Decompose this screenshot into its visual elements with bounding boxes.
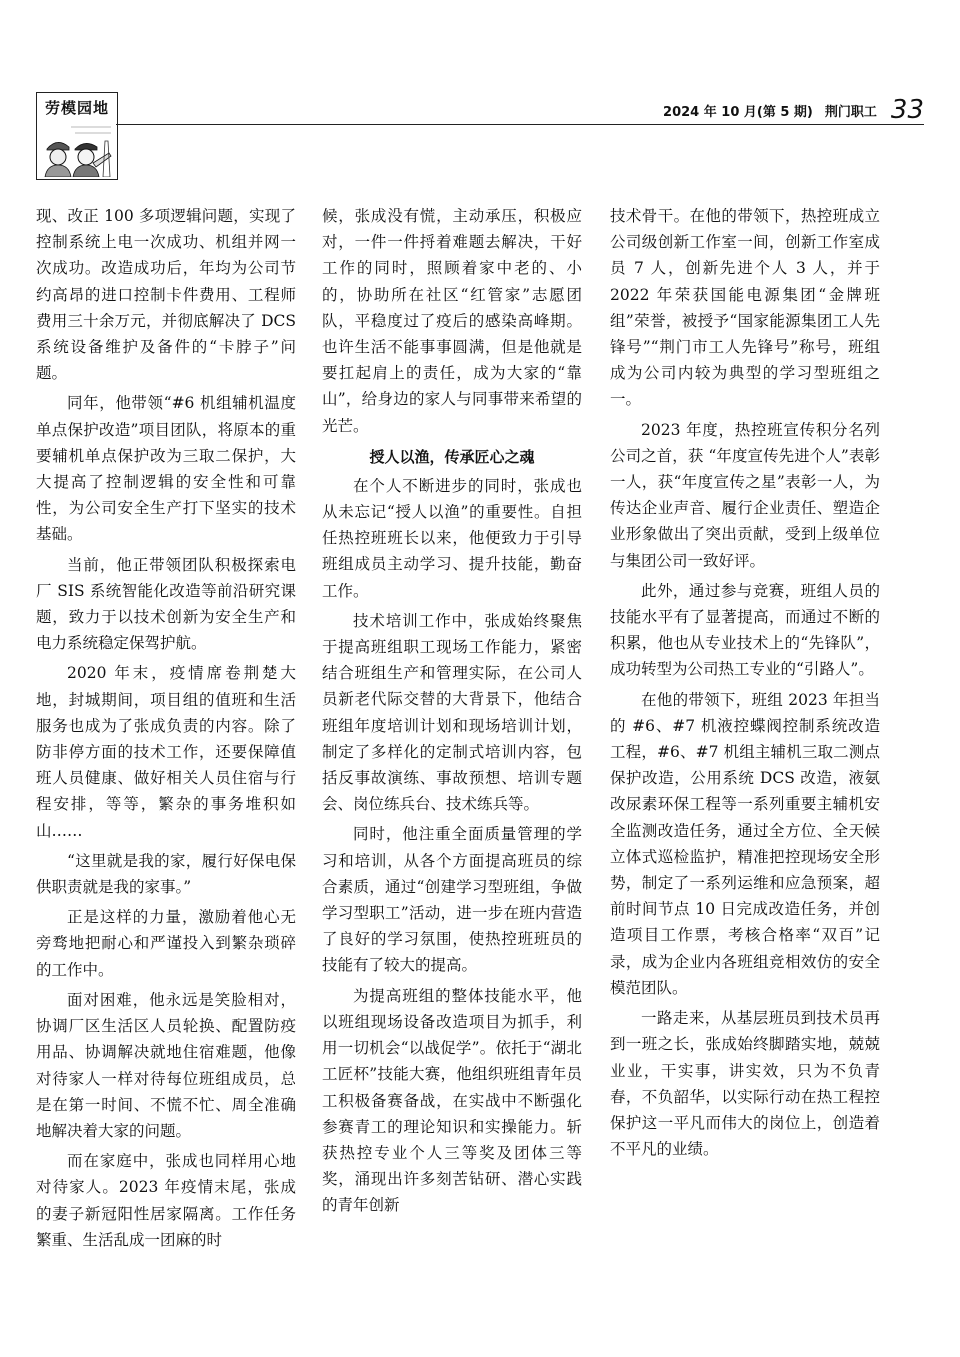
header-rule	[116, 124, 924, 125]
text-column-3	[610, 203, 880, 1166]
paragraph: 当前，他正带领团队积极探索电厂 SIS 系统智能化改造等前沿研究课题，致力于以技术创新为安全生产和电力系统稳定保驾护航。	[36, 555, 296, 653]
paragraph: 面对困难，他永远是笑脸相对，协调厂区生活区人员轮换、配置防疫用品、协调解决就地住宿难题，他像对待家人一样对待每位班组成员，总是在第一时间、不慌不忙、周全准确地解决着大家的问题。	[36, 990, 296, 1140]
paragraph: 同年，他带领“#6 机组辅机温度单点保护改造”项目团队，将原本的重要辅机单点保护改为三取二保护，大大提高了控制逻辑的安全性和可靠性，为公司安全生产打下坚实的技术基础。	[36, 394, 296, 544]
article-body	[36, 203, 924, 1283]
paragraph: 技术培训工作中，张成始终聚焦于提高班组职工现场工作能力，紧密结合班组生产和管理实际，在公司人员新老代际交替的大背景下，他结合班组年度培训计划和现场培训计划，制定了多样化的定制式培训内容，包括反事故演练、事故预想、培训专题会、岗位练兵台、技术练兵等。	[322, 611, 582, 814]
text-column-1	[36, 203, 296, 1257]
paragraph: 在他的带领下，班组 2023 年担当的 #6、#7 机液控蝶阀控制系统改造工程，#6、#7 机组主辅机三取二测点保护改造，公用系统 DCS 改造，液氨改尿素环保工程等一系列重要主辅机安全监测改造任务，通过全方位、全天候立体式巡检监护，精准把控现场安全形势，制定了一系列运维和应急预案，超前时间节点 10 日完成改造任务，并创造项目工作票，考核合格率“双百”记录，成为企业内各班组竞相效仿的安全模范团队。	[610, 690, 880, 997]
paragraph: 一路走来，从基层班员到技术员再到一班之长，张成始终脚踏实地，兢兢业业，干实事，讲实效，只为不负青春，不负韶华，以实际行动在热工程控保护这一平凡而伟大的岗位上，创造着不平凡的业绩。	[610, 1009, 880, 1159]
text-column-2	[322, 203, 582, 1223]
issue-date: 2024 年 10 月(第 5 期)	[663, 105, 813, 120]
paragraph: 现、改正 100 多项逻辑问题，实现了控制系统上电一次成功、机组并网一次成功。改造成功后，年均为公司节约高昂的进口控制卡件费用、工程师费用三十余万元，并彻底解决了 DCS 系统设备维护及备件的“卡脖子”问题。	[36, 207, 296, 383]
paragraph: 2020 年末，疫情席卷荆楚大地，封城期间，项目组的值班和生活服务也成为了张成负责的内容。除了防非停方面的技术工作，还要保障值班人员健康、做好相关人员住宿与行程安排，等等，繁杂的事务堆积如山……	[36, 664, 296, 840]
paragraph: “这里就是我的家，履行好保电保供职责就是我的家事。”	[36, 851, 296, 897]
header-info	[663, 94, 924, 124]
paragraph: 为提高班组的整体技能水平，他以班组现场设备改造项目为抓手，利用一切机会“以战促学”。依托于“湖北工匠杯”技能大赛，他组织班组青年员工积极备赛备战，在实战中不断强化参赛青工的理论知识和实操能力。斩获热控专业个人三等奖及团体三等奖，涌现出许多刻苦钻研、潜心实践的青年创新	[322, 986, 582, 1215]
paragraph: 正是这样的力量，激励着他心无旁骛地把耐心和严谨投入到繁杂琐碎的工作中。	[36, 908, 296, 979]
journal-name: 荆门职工	[824, 105, 877, 120]
paragraph: 而在家庭中，张成也同样用心地对待家人。2023 年疫情末尾，张成的妻子新冠阳性居家隔离。工作任务繁重、生活乱成一团麻的时	[36, 1152, 296, 1249]
page-header	[36, 92, 924, 182]
paragraph: 在个人不断进步的同时，张成也从未忘记“授人以渔”的重要性。自担任热控班班长以来，他便致力于引导班组成员主动学习、提升技能，勤奋工作。	[322, 476, 582, 600]
paragraph: 候，张成没有慌，主动承压，积极应对，一件一件捋着难题去解决，干好工作的同时，照顾着家中老的、小的，协助所在社区“红管家”志愿团队，平稳度过了疫后的感染高峰期。也许生活不能事事圆满，但是他就是要扛起肩上的责任，成为大家的“靠山”，给身边的家人与同事带来希望的光芒。	[322, 207, 582, 435]
column-tag	[36, 92, 118, 180]
page-number: 33	[890, 95, 924, 125]
section-heading: 授人以渔，传承匠心之魂	[369, 447, 535, 466]
column-tag-label: 劳模园地	[44, 99, 109, 117]
paragraph: 技术骨干。在他的带领下，热控班成立公司级创新工作室一间，创新工作室成员 7 人，创新先进个人 3 人，并于 2022 年荣获国能电源集团“金牌班组”荣誉，被授予“国家能源集团工人先锋号”“荆门市工人先锋号”称号，班组成为公司内较为典型的学习型班组之一。	[610, 207, 880, 409]
paragraph: 此外，通过参与竞赛，班组人员的技能水平有了显著提高，而通过不断的积累，他也从专业技术上的“先锋队”，成功转型为公司热工专业的“引路人”。	[610, 581, 880, 679]
paragraph: 2023 年度，热控班宣传积分名列公司之首，获 “年度宣传先进个人”表彰一人，获“年度宣传之星”表彰一人，为传达企业声音、履行企业责任、塑造企业形象做出了突出贡献，受到上级单位与集团公司一致好评。	[610, 420, 880, 570]
workers-illustration-icon	[41, 119, 113, 177]
paragraph: 同时，他注重全面质量管理的学习和培训，从各个方面提高班员的综合素质，通过“创建学习型班组，争做学习型职工”活动，进一步在班内营造了良好的学习氛围，使热控班班员的技能有了较大的提高。	[322, 825, 582, 975]
